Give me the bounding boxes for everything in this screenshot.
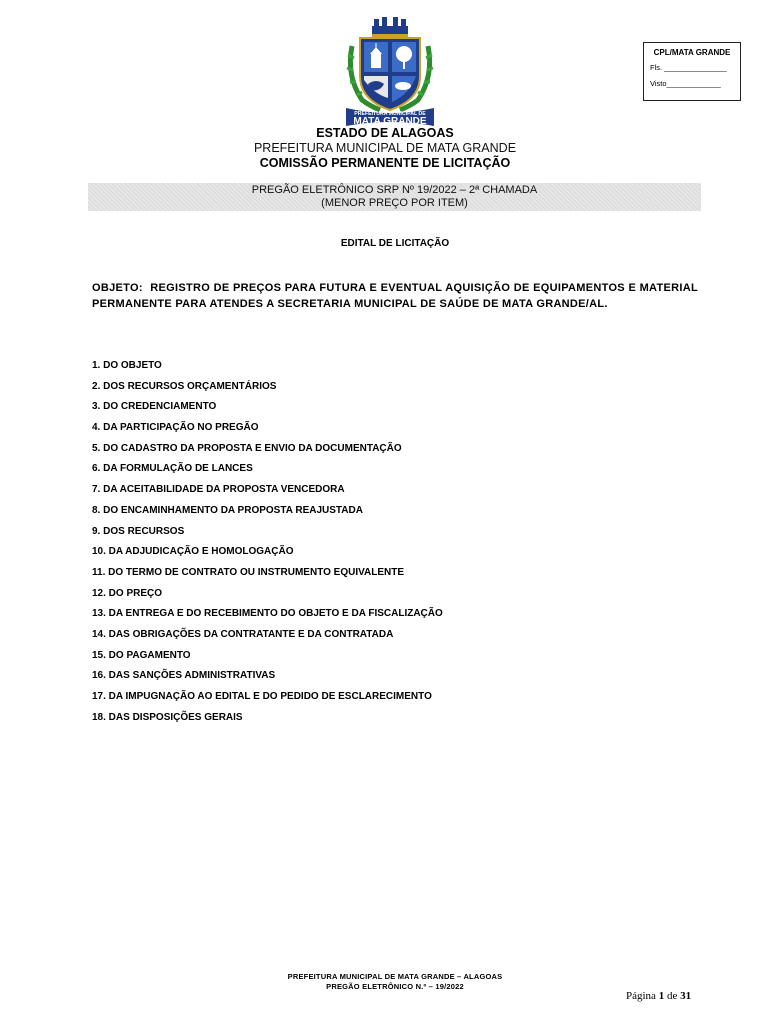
toc-item: 12. DO PREÇO [92, 587, 163, 599]
stamp-fls-line: Fls. _______________ [650, 63, 727, 73]
toc-item: 2. DOS RECURSOS ORÇAMENTÁRIOS [92, 380, 277, 392]
objeto-label: OBJETO: [92, 282, 143, 294]
page-total: 31 [680, 990, 692, 1002]
toc-item: 18. DAS DISPOSIÇÕES GERAIS [92, 711, 243, 723]
header-city: PREFEITURA MUNICIPAL DE MATA GRANDE [253, 141, 517, 155]
page-prefix: Página [626, 990, 656, 1002]
toc-item: 16. DAS SANÇÕES ADMINISTRATIVAS [92, 670, 276, 682]
toc-item: 9. DOS RECURSOS [92, 525, 185, 537]
table-of-contents [92, 359, 443, 731]
objeto-paragraph [92, 280, 698, 312]
toc-item: 10. DA ADJUDICAÇÃO E HOMOLOGAÇÃO [92, 546, 294, 558]
page-footer [0, 972, 770, 992]
toc-item: 14. DAS OBRIGAÇÕES DA CONTRATANTE E DA CONTRATADA [92, 628, 394, 640]
stamp-visto-line: Visto_____________ [650, 78, 721, 88]
toc-item: 5. DO CADASTRO DA PROPOSTA E ENVIO DA DOCUMENTAÇÃO [92, 442, 402, 454]
municipal-crest-logo [340, 14, 440, 126]
toc-item: 7. DA ACEITABILIDADE DA PROPOSTA VENCEDORA [92, 484, 345, 496]
header-commission: COMISSÃO PERMANENTE DE LICITAÇÃO [259, 156, 511, 170]
pregao-band [88, 183, 701, 211]
stamp-title: CPL/MATA GRANDE [653, 48, 731, 57]
page-number [626, 990, 691, 1002]
logo-text-top: PREFEITURA MUNICIPAL DE [354, 111, 426, 117]
toc-item: 6. DA FORMULAÇÃO DE LANCES [92, 463, 253, 475]
toc-item: 4. DA PARTICIPAÇÃO NO PREGÃO [92, 422, 259, 434]
page-current: 1 [658, 990, 665, 1002]
pregao-band-line1: PREGÃO ELETRÔNICO SRP Nº 19/2022 – 2ª CHAMADA [251, 184, 538, 196]
toc-item: 8. DO ENCAMINHAMENTO DA PROPOSTA REAJUSTADA [92, 504, 363, 516]
toc-item: 13. DA ENTREGA E DO RECEBIMENTO DO OBJETO E DA FISCALIZAÇÃO [92, 608, 443, 620]
header-state: ESTADO DE ALAGOAS [316, 126, 454, 140]
cpl-stamp-box [643, 42, 741, 101]
footer-line1: PREFEITURA MUNICIPAL DE MATA GRANDE – ALAGOAS [287, 972, 503, 981]
objeto-text: REGISTRO DE PREÇOS PARA FUTURA E EVENTUAL AQUISIÇÃO DE EQUIPAMENTOS E MATERIAL PERMANENTE PARA ATENDES A SECRETARIA MUNICIPAL DE SAÚDE DE MATA GRANDE/AL. [92, 282, 698, 310]
coat-of-arms-icon [340, 14, 440, 126]
page-separator: de [666, 990, 678, 1002]
logo-text-main: MATA GRANDE [353, 116, 427, 126]
toc-item: 17. DA IMPUGNAÇÃO AO EDITAL E DO PEDIDO DE ESCLARECIMENTO [92, 691, 432, 702]
document-title: EDITAL DE LICITAÇÃO [340, 238, 450, 249]
toc-item: 3. DO CREDENCIAMENTO [92, 401, 217, 413]
toc-item: 15. DO PAGAMENTO [92, 649, 191, 661]
toc-item: 11. DO TERMO DE CONTRATO OU INSTRUMENTO EQUIVALENTE [92, 566, 405, 578]
toc-item: 1. DO OBJETO [92, 360, 162, 371]
footer-line2: PREGÃO ELETRÔNICO N.º – 19/2022 [326, 982, 464, 991]
pregao-band-line2: (MENOR PREÇO POR ITEM) [321, 197, 468, 209]
